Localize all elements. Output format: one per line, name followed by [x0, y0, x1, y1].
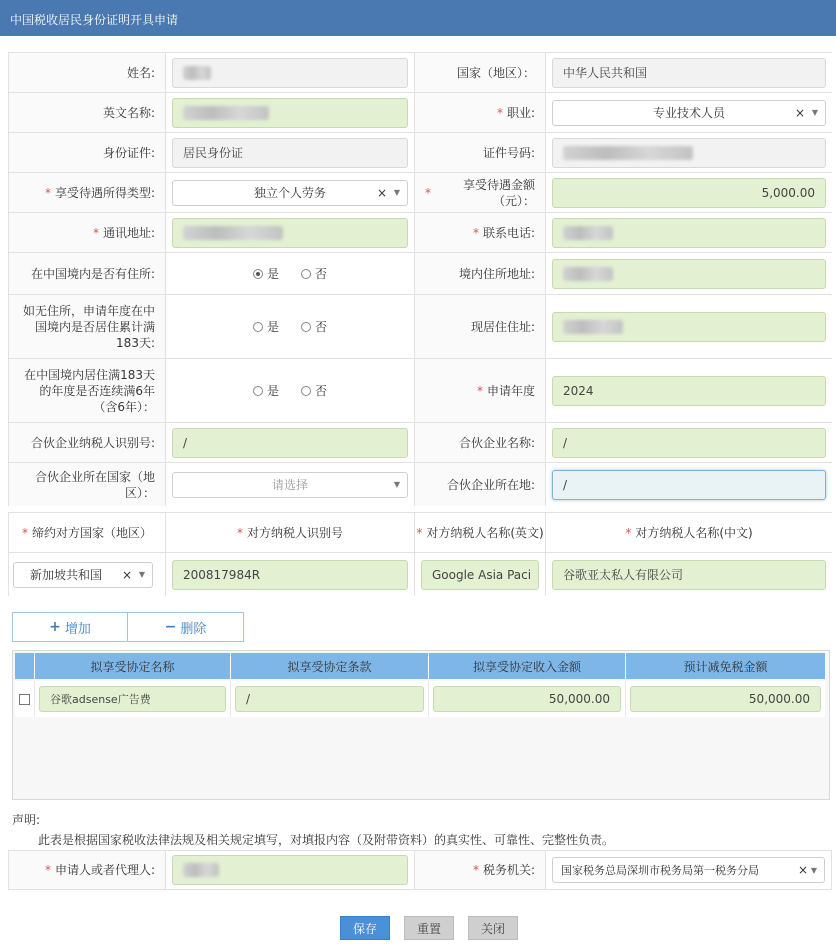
occupation-select[interactable]: 专业技术人员 × ▼	[552, 100, 826, 126]
phone-label: * 联系电话:	[414, 212, 545, 252]
current-addr-label: 现居住住址:	[414, 294, 545, 358]
declaration-text: 此表是根据国家税收法律法规及相关规定填写，对填报内容（及附带资料）的真实性、可靠性、完整性负责。	[38, 833, 615, 847]
phone-field[interactable]	[552, 218, 826, 248]
amount-label: * 享受待遇金额（元）：	[414, 172, 545, 212]
chevron-down-icon[interactable]: ▼	[138, 570, 145, 579]
treaty-country-clear-icon[interactable]: ×	[121, 567, 132, 582]
en-name-field[interactable]	[172, 98, 408, 128]
domicile-label: 在中国境内是否有住所:	[8, 252, 165, 294]
partner-country-select[interactable]: 请选择 ▼	[172, 472, 408, 498]
treaty-country-select[interactable]: 新加坡共和国 × ▼	[13, 562, 153, 588]
treaty-name-en-field[interactable]: Google Asia Paci	[421, 560, 539, 590]
partner-name-label: 合伙企业名称:	[414, 422, 545, 462]
treaty-taxid-field[interactable]: 200817984R	[172, 560, 408, 590]
name-label: 姓名:	[8, 52, 165, 92]
en-name-label: 英文名称:	[8, 92, 165, 132]
partner-name-field[interactable]: /	[552, 428, 826, 458]
agreement-clause-field[interactable]: /	[235, 686, 424, 712]
partner-taxid-field[interactable]: /	[172, 428, 408, 458]
declaration-title: 声明:	[12, 813, 41, 827]
chevron-down-icon[interactable]: ▼	[393, 480, 400, 489]
partner-location-field[interactable]: /	[552, 470, 826, 500]
applicant-field[interactable]	[172, 855, 408, 885]
tax-office-select[interactable]: 国家税务总局深圳市税务局第一税务分局 × ▼	[552, 857, 825, 883]
partner-country-label: 合伙企业所在国家（地区）：	[8, 462, 165, 506]
six-years-yes-radio[interactable]: 是	[253, 382, 279, 399]
agreement-income-field[interactable]: 50,000.00	[433, 686, 621, 712]
chevron-down-icon[interactable]: ▼	[811, 108, 818, 117]
name-field[interactable]	[172, 58, 408, 88]
agreement-income-header: 拟享受协定收入金额	[429, 653, 626, 679]
action-buttons	[340, 916, 518, 940]
domestic-addr-label: 境内住所地址:	[414, 252, 545, 294]
id-no-label: 证件号码:	[414, 132, 545, 172]
plus-icon: +	[49, 619, 61, 635]
save-button[interactable]: 保存	[340, 916, 390, 940]
agreement-reduction-field[interactable]: 50,000.00	[630, 686, 821, 712]
amount-field[interactable]: 5,000.00	[552, 178, 826, 208]
treaty-country-header: * 缔约对方国家（地区）	[8, 512, 165, 552]
reset-button[interactable]: 重置	[404, 916, 454, 940]
row-checkbox[interactable]	[19, 694, 30, 705]
domicile-no-radio[interactable]: 否	[301, 265, 327, 282]
add-button[interactable]: + 增加	[12, 612, 128, 642]
delete-button[interactable]: − 删除	[128, 612, 244, 642]
domicile-radio-group	[166, 265, 414, 282]
domestic-addr-field[interactable]	[552, 259, 826, 289]
address-field[interactable]	[172, 218, 408, 248]
current-addr-field[interactable]	[552, 312, 826, 342]
id-type-label: 身份证件:	[8, 132, 165, 172]
apply-year-label: * 申请年度	[414, 358, 545, 422]
chevron-down-icon[interactable]: ▼	[393, 188, 400, 197]
income-type-select[interactable]: 独立个人劳务 × ▼	[172, 180, 408, 206]
agreement-name-field[interactable]: 谷歌adsense广告费	[39, 686, 226, 712]
partner-taxid-label: 合伙企业纳税人识别号:	[8, 422, 165, 462]
agreement-table	[12, 650, 830, 800]
six-years-no-radio[interactable]: 否	[301, 382, 327, 399]
treaty-name-cn-header: * 对方纳税人名称(中文)	[545, 512, 832, 552]
no-domicile-radio-group	[166, 318, 414, 335]
address-label: * 通讯地址:	[8, 212, 165, 252]
id-type-field[interactable]: 居民身份证	[172, 138, 408, 168]
no-domicile-yes-radio[interactable]: 是	[253, 318, 279, 335]
table-row	[15, 681, 825, 717]
partner-location-label: 合伙企业所在地:	[414, 462, 545, 506]
applicant-label: * 申请人或者代理人:	[8, 850, 165, 890]
country-label: 国家（地区）：	[414, 52, 545, 92]
six-years-label: 在中国境内居住满183天的年度是否连续满6年（含6年）：	[8, 358, 165, 422]
domicile-yes-radio[interactable]: 是	[253, 265, 279, 282]
declaration	[12, 810, 832, 850]
no-domicile-no-radio[interactable]: 否	[301, 318, 327, 335]
occupation-clear-icon[interactable]: ×	[794, 105, 805, 120]
agreement-clause-header: 拟享受协定条款	[231, 653, 429, 679]
id-no-field[interactable]	[552, 138, 826, 168]
occupation-label: * 职业:	[414, 92, 545, 132]
chevron-down-icon[interactable]: ▼	[810, 865, 817, 875]
treaty-name-cn-field[interactable]: 谷歌亚太私人有限公司	[552, 560, 826, 590]
apply-year-field[interactable]: 2024	[552, 376, 826, 406]
income-type-label: * 享受待遇所得类型:	[8, 172, 165, 212]
minus-icon: −	[164, 619, 177, 635]
agreement-reduction-header: 预计减免税金额	[683, 659, 768, 674]
treaty-taxid-header: * 对方纳税人识别号	[165, 512, 414, 552]
income-type-clear-icon[interactable]: ×	[376, 185, 387, 200]
close-button[interactable]: 关闭	[468, 916, 518, 940]
six-years-radio-group	[166, 382, 414, 399]
tax-office-label: * 税务机关:	[414, 850, 545, 890]
window-title: 中国税收居民身份证明开具申请	[0, 0, 836, 36]
agreement-table-header	[15, 653, 825, 679]
no-domicile-label: 如无住所，申请年度在中国境内是否居住累计满183天:	[8, 294, 165, 358]
country-field[interactable]: 中华人民共和国	[552, 58, 826, 88]
tax-office-clear-icon[interactable]: ×	[797, 863, 808, 877]
treaty-name-en-header: * 对方纳税人名称(英文)	[414, 512, 545, 552]
agreement-name-header: 拟享受协定名称	[35, 653, 231, 679]
